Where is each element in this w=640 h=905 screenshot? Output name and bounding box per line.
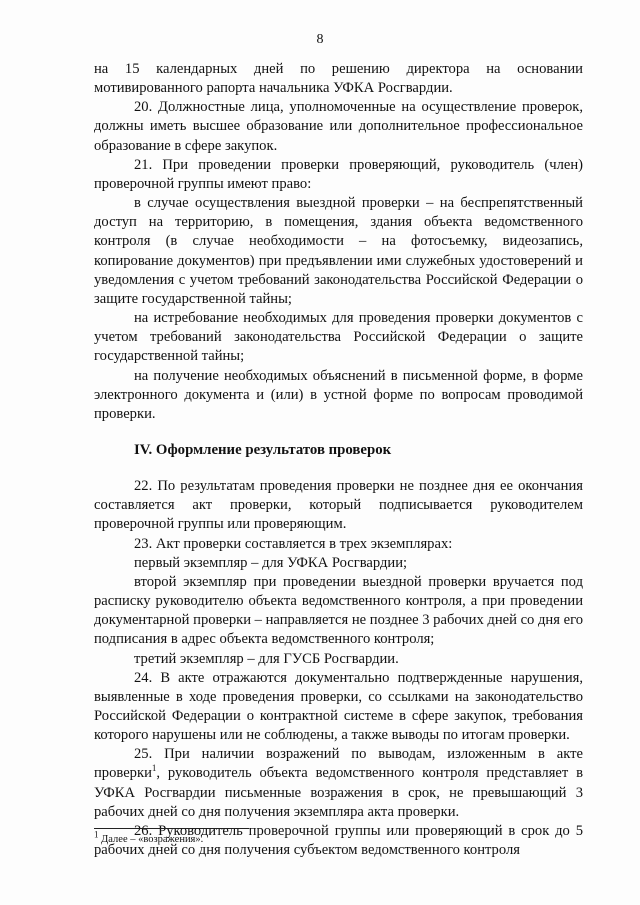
paragraph: 23. Акт проверки составляется в трех экземплярах:	[134, 535, 453, 552]
paragraph: 22. По результатам проведения проверки не позднее дня ее окончания составляется акт проверки, который подписывается руководителем проверочной группы или проверяющим.	[94, 478, 583, 533]
paragraph: на истребование необходимых для проведения проверки документов с учетом требований законодательства Российской Федерации о защите государственной тайны;	[94, 310, 583, 365]
footnote-text: Далее – «возражения».	[98, 834, 204, 845]
paragraph: 21. При проведении проверки проверяющий, руководитель (член) проверочной группы имеют право:	[94, 156, 583, 192]
paragraph: на 15 календарных дней по решению директора на основании мотивированного рапорта начальника УФКА Росгвардии.	[94, 61, 583, 97]
paragraph-25-start: 25. При наличии возражений по выводам, изложенным в акте проверки	[94, 746, 583, 782]
paragraph: на получение необходимых объяснений в письменной форме, в форме электронного документа и (или) в устной форме по вопросам проводимой проверки.	[94, 367, 583, 422]
footnote-mark: 1	[94, 829, 99, 840]
paragraph: 24. В акте отражаются документально подтвержденные нарушения, выявленные в ходе проведения проверки, со ссылками на законодательство Российской Федерации о контрактной системе в сфере закупок, требования которого нарушены или не соблюдены, а также выводы по итогам проверки.	[94, 669, 583, 744]
paragraph: в случае осуществления выездной проверки – на беспрепятственный доступ на территорию, в помещения, здания объекта ведомственного контроля (в случае необходимости – на фотосъемку, видеозапись, копирование документов) при предъявлении ими служебных удостоверений и уведомления с учетом требований законодательства Российской Федерации о защите государственной тайны;	[94, 195, 583, 307]
paragraph-26: 26. Руководитель проверочной группы или проверяющий в срок до 5 рабочих дней со дня получения субъектом ведомственного контроля	[94, 822, 583, 859]
paragraph-25	[94, 745, 583, 822]
paragraph: второй экземпляр при проведении выездной проверки вручается под расписку руководителю объекта ведомственного контроля, а при проведении документарной проверки – направляется не позднее 3 рабочих дней со дня его подписания в адрес объекта ведомственного контроля;	[94, 573, 583, 648]
footnote	[94, 829, 204, 845]
paragraph: 20. Должностные лица, уполномоченные на осуществление проверок, должны иметь высшее образование или дополнительное профессиональное образование в сфере закупок.	[94, 99, 583, 154]
section-heading: IV. Оформление результатов проверок	[134, 441, 392, 458]
footnote-divider	[94, 828, 249, 829]
page-number: 8	[316, 32, 324, 47]
footnote-reference: 1	[151, 763, 157, 774]
paragraph: первый экземпляр – для УФКА Росгвардии;	[134, 554, 408, 571]
paragraph-25-end: , руководитель объекта ведомственного контроля представляет в УФКА Росгвардии письменные возражения в срок, не превышающий 3 рабочих дней со дня получения экземпляра акта проверки.	[94, 765, 583, 820]
document-body	[94, 60, 583, 860]
paragraph: третий экземпляр – для ГУСБ Росгвардии.	[134, 650, 399, 667]
